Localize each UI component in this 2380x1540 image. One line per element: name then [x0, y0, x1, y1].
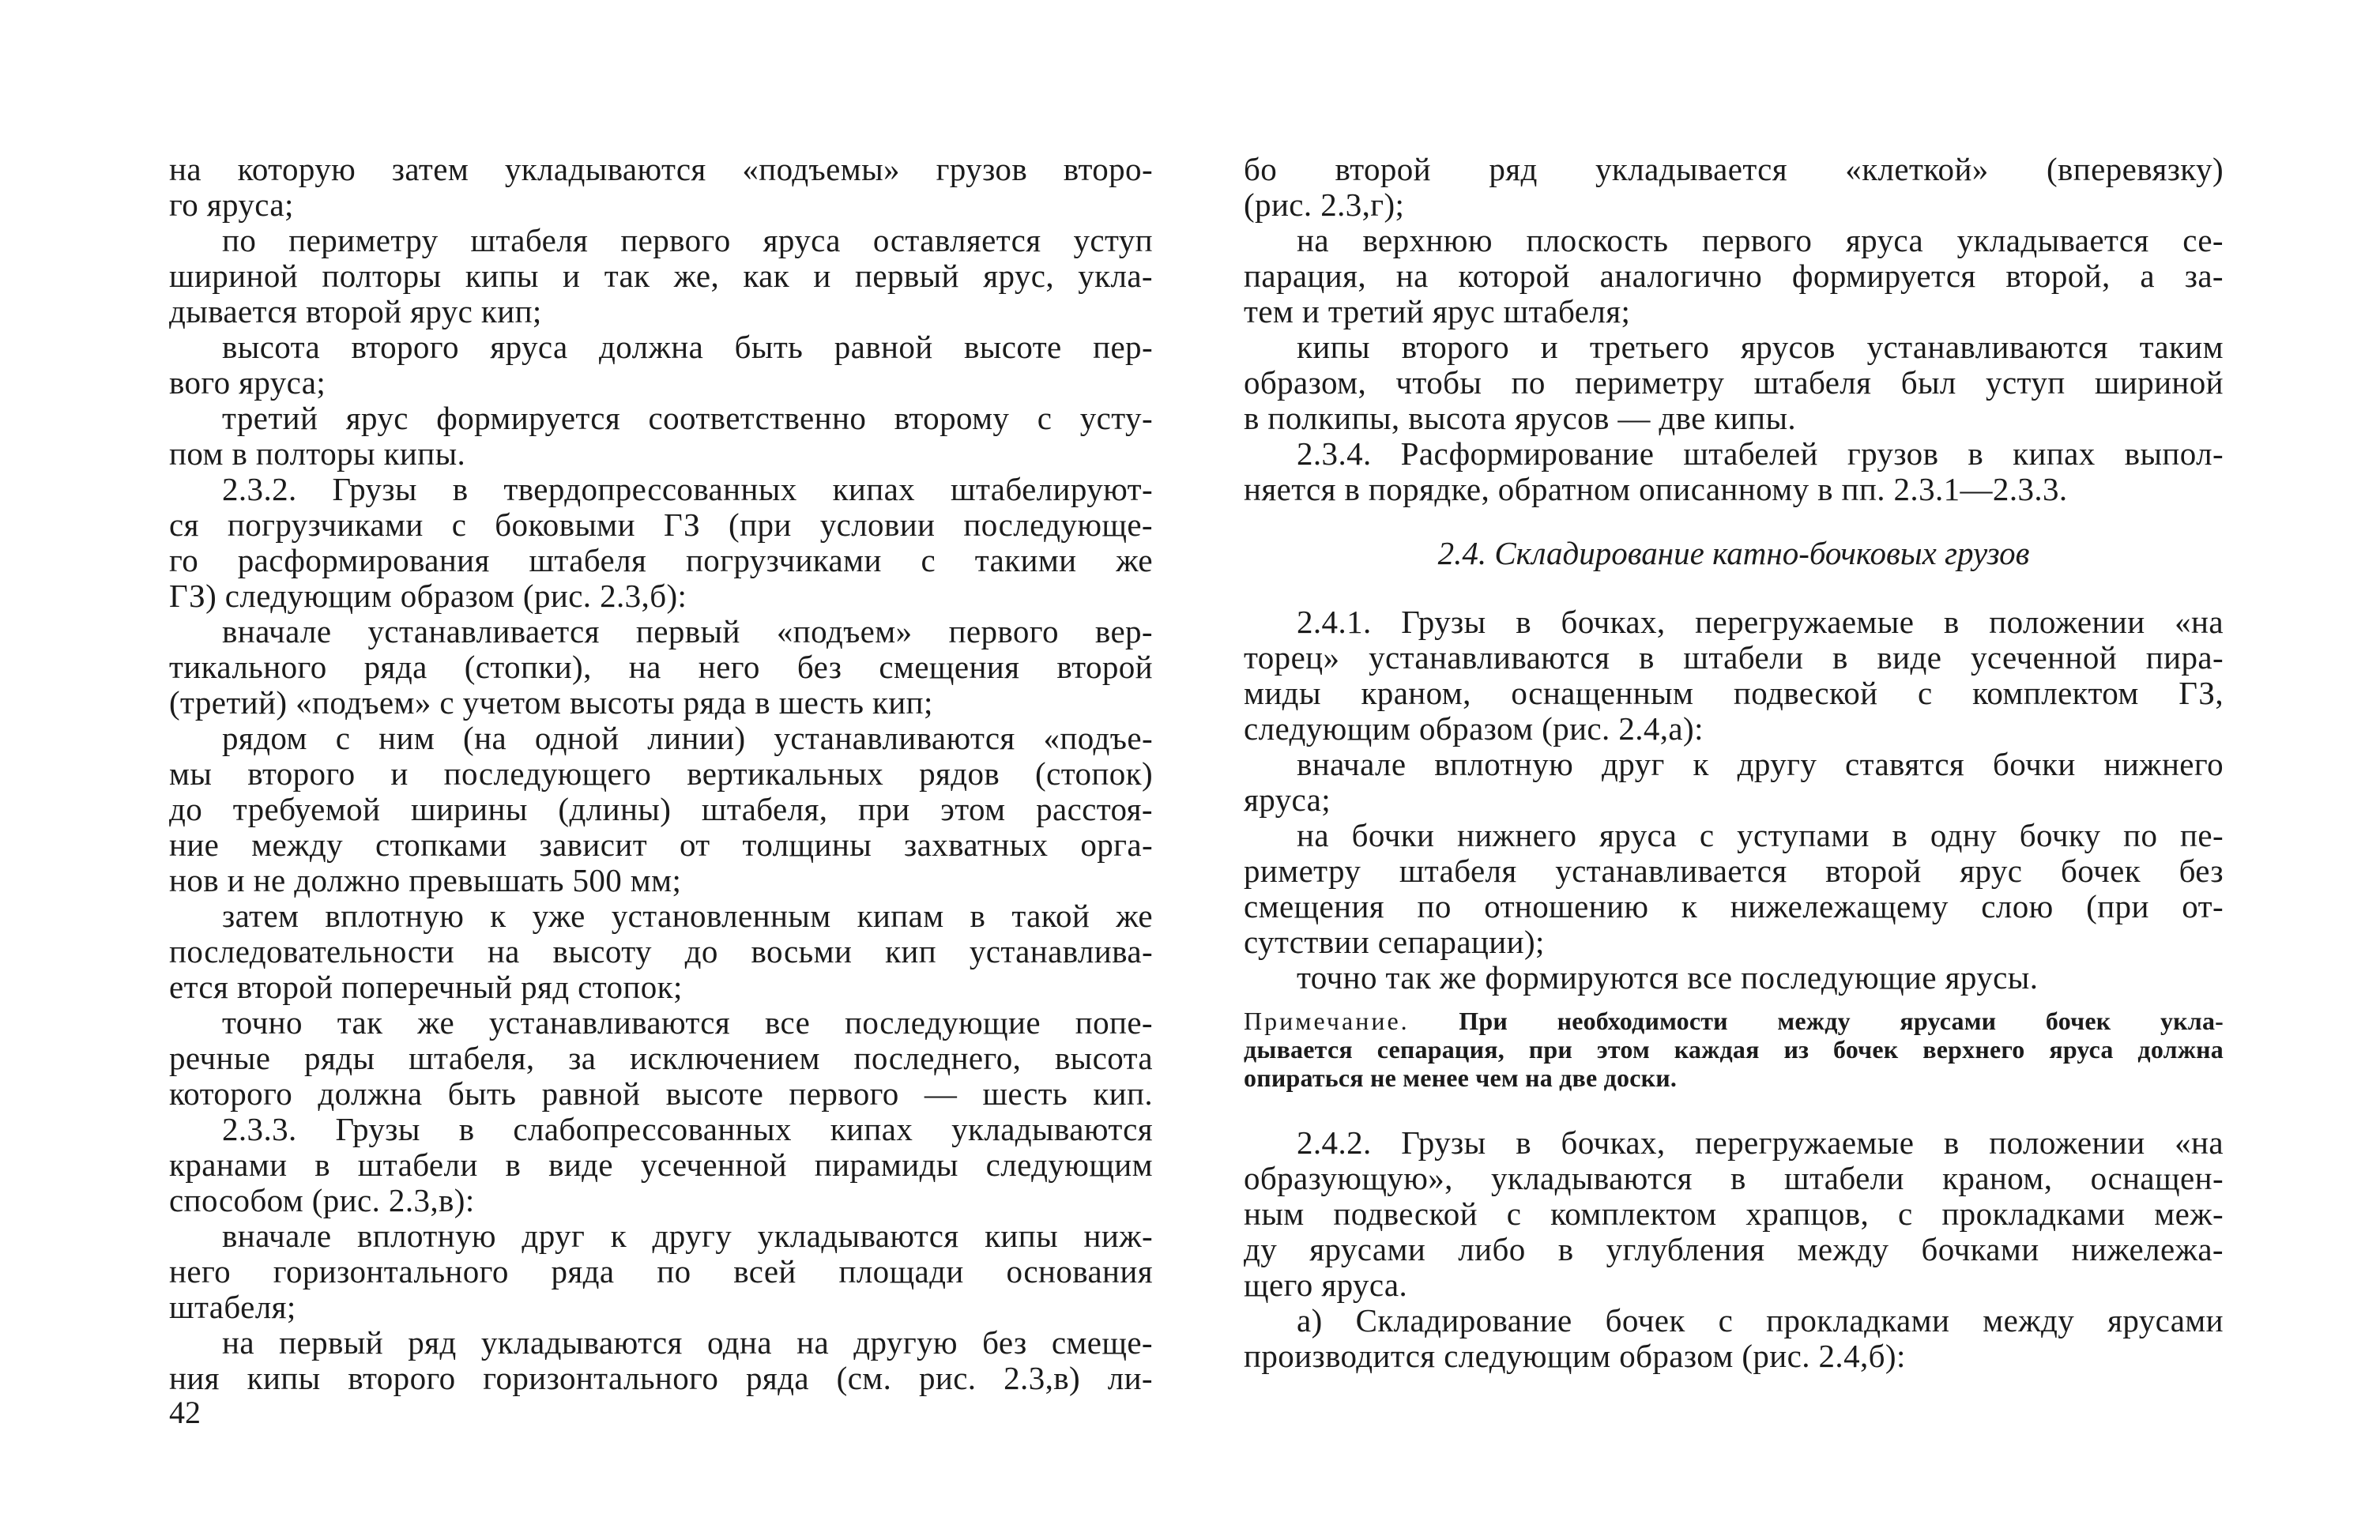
- right-column: [1244, 152, 2224, 1374]
- text-line: на бочки нижнего яруса с уступами в одну бочку по пе-: [1297, 817, 2224, 853]
- text-line: третий ярус формируется соответственно второму с усту-: [222, 400, 1153, 436]
- text-line: ся погрузчиками с боковыми ГЗ (при условии последующе-: [169, 506, 1153, 543]
- text-line: точно так же формируются все последующие ярусы.: [1297, 959, 2039, 996]
- text-line: бо второй ряд укладывается «клеткой» (вперевязку): [1244, 151, 2224, 187]
- text-line: следующим образом (рис. 2.4,а):: [1244, 710, 1704, 747]
- note-label: Примечание.: [1244, 1007, 1410, 1035]
- text-line: тикального ряда (стопки), на него без смещения второй: [169, 649, 1153, 685]
- note-first-line: [1244, 1007, 2224, 1035]
- text-line: 2.4.2. Грузы в бочках, перегружаемые в положении «на: [1297, 1124, 2224, 1161]
- text-line: дывается второй ярус кип;: [169, 293, 542, 329]
- text-line: смещения по отношению к нижележащему слою (при от-: [1244, 888, 2224, 924]
- text-line: ния кипы второго горизонтального ряда (см. рис. 2.3,в) ли-: [169, 1360, 1153, 1396]
- text-line: производится следующим образом (рис. 2.4,б):: [1244, 1338, 1906, 1374]
- text-line: него горизонтального ряда по всей площади основания: [169, 1253, 1153, 1290]
- text-line: штабеля;: [169, 1289, 296, 1325]
- text-line: высота второго яруса должна быть равной высоте пер-: [222, 329, 1153, 365]
- text-line: риметру штабеля устанавливается второй ярус бочек без: [1244, 853, 2224, 889]
- text-line: ду ярусами либо в углубления между бочками нижележа-: [1244, 1231, 2224, 1267]
- text-line: (третий) «подъем» с учетом высоты ряда в шесть кип;: [169, 684, 933, 721]
- text-line: ется второй поперечный ряд стопок;: [169, 969, 683, 1005]
- text-line: точно так же устанавливаются все последующие попе-: [222, 1004, 1153, 1041]
- text-line: образом, чтобы по периметру штабеля был уступ шириной: [1244, 364, 2224, 401]
- text-line: сутствии сепарации);: [1244, 924, 1545, 960]
- text-line: последовательности на высоту до восьми кип устанавлива-: [169, 933, 1153, 970]
- text-line: образующую», укладываются в штабели краном, оснащен-: [1244, 1160, 2224, 1196]
- text-line: ным подвеской с комплектом храпцов, с прокладками меж-: [1244, 1195, 2224, 1232]
- text-line: в полкипы, высота ярусов — две кипы.: [1244, 400, 1797, 436]
- text-line: 2.3.2. Грузы в твердопрессованных кипах штабелируют-: [222, 471, 1153, 507]
- text-line: щего яруса.: [1244, 1267, 1408, 1303]
- text-line: яруса;: [1244, 781, 1331, 818]
- text-line: на первый ряд укладываются одна на другую без смеще-: [222, 1324, 1153, 1361]
- note-line: При необходимости между ярусами бочек укла-: [1459, 1007, 2224, 1035]
- text-line: 2.4.1. Грузы в бочках, перегружаемые в положении «на: [1297, 604, 2224, 640]
- left-column: [169, 152, 1153, 1396]
- text-line: вначале устанавливается первый «подъем» первого вер-: [222, 613, 1153, 650]
- text-line: ние между стопками зависит от толщины захватных орга-: [169, 826, 1153, 863]
- right-column-top-text: [1244, 152, 2224, 507]
- note-line: опираться не менее чем на две доски.: [1244, 1064, 1678, 1092]
- text-line: ГЗ) следующим образом (рис. 2.3,б):: [169, 578, 687, 614]
- text-line: мы второго и последующего вертикальных рядов (стопок): [169, 755, 1153, 792]
- text-line: способом (рис. 2.3,в):: [169, 1182, 475, 1218]
- text-line: кипы второго и третьего ярусов устанавливаются таким: [1297, 329, 2224, 365]
- text-line: до требуемой ширины (длины) штабеля, при этом расстоя-: [169, 791, 1153, 827]
- section-heading: 2.4. Складирование катно-бочковых грузов: [1437, 535, 2030, 571]
- text-line: рядом с ним (на одной линии) устанавливаются «подъе-: [222, 720, 1153, 756]
- text-line: вначале вплотную друг к другу ставятся бочки нижнего: [1297, 746, 2224, 782]
- text-line: (рис. 2.3,г);: [1244, 186, 1405, 223]
- text-line: кранами в штабели в виде усеченной пирамиды следующим: [169, 1147, 1153, 1183]
- text-line: которого должна быть равной высоте первого — шесть кип.: [169, 1075, 1153, 1112]
- text-line: миды краном, оснащенным подвеской с комплектом ГЗ,: [1244, 675, 2224, 711]
- text-line: на которую затем укладываются «подъемы» грузов второ-: [169, 151, 1153, 187]
- right-column-bottom-text: [1244, 1125, 2224, 1374]
- text-line: парация, на которой аналогично формируется второй, а за-: [1244, 258, 2224, 294]
- text-line: затем вплотную к уже установленным кипам в такой же: [222, 898, 1153, 934]
- note-block: [1244, 1007, 2224, 1092]
- text-line: няется в порядке, обратном описанному в пп. 2.3.1—2.3.3.: [1244, 471, 2068, 507]
- right-column-middle-text: [1244, 604, 2224, 996]
- text-line: а) Складирование бочек с прокладками между ярусами: [1297, 1302, 2224, 1339]
- text-line: торец» устанавливаются в штабели в виде усеченной пира-: [1244, 639, 2224, 676]
- text-line: вого яруса;: [169, 364, 326, 401]
- text-line: нов и не должно превышать 500 мм;: [169, 862, 682, 898]
- text-line: по периметру штабеля первого яруса оставляется уступ: [222, 222, 1153, 258]
- text-line: пом в полторы кипы.: [169, 435, 466, 472]
- note-line: дывается сепарация, при этом каждая из бочек верхнего яруса должна: [1244, 1035, 2224, 1064]
- text-line: на верхнюю плоскость первого яруса укладывается се-: [1297, 222, 2224, 258]
- text-line: речные ряды штабеля, за исключением последнего, высота: [169, 1040, 1153, 1076]
- text-line: тем и третий ярус штабеля;: [1244, 293, 1631, 329]
- text-line: вначале вплотную друг к другу укладываются кипы ниж-: [222, 1218, 1153, 1254]
- text-line: шириной полторы кипы и так же, как и первый ярус, укла-: [169, 258, 1153, 294]
- text-line: 2.3.4. Расформирование штабелей грузов в кипах выпол-: [1297, 435, 2224, 472]
- text-line: го яруса;: [169, 186, 294, 223]
- text-line: го расформирования штабеля погрузчиками с такими же: [169, 542, 1153, 578]
- page-number: 42: [169, 1395, 201, 1430]
- text-line: 2.3.3. Грузы в слабопрессованных кипах укладываются: [222, 1111, 1153, 1147]
